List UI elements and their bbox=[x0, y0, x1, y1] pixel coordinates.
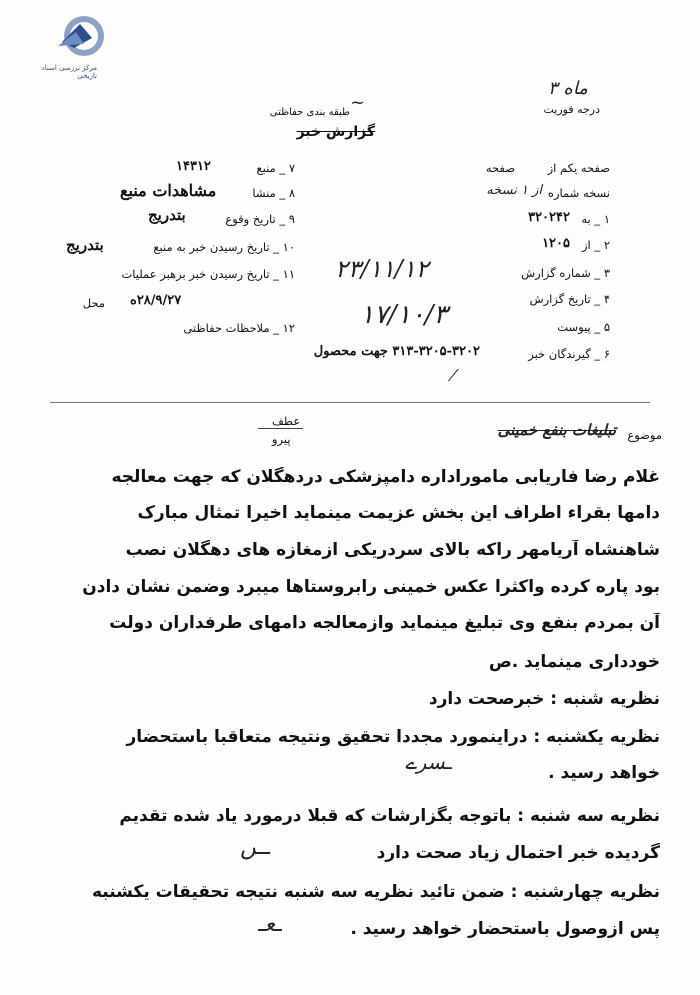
right-field-from-label: ۲ _ از bbox=[582, 238, 610, 252]
left-field-location-label: محل bbox=[82, 296, 105, 310]
right-field-recipients-value: ۳۱۳-۳۲۰۵-۳۲۰۲ جهت محصول bbox=[313, 344, 480, 359]
left-field-security-notes-label: ۱۲ _ ملاحظات حفاظتی bbox=[183, 321, 295, 335]
ref-divider bbox=[258, 428, 303, 429]
signature-wednesday: ـﻌـ bbox=[258, 912, 282, 937]
body-line-1: غلام رضا فاریابی ماموراداره دامپزشکی دردهگلان که جهت معالجه bbox=[111, 467, 660, 487]
archive-logo bbox=[40, 14, 110, 80]
left-field-event-date-value: بتدریج bbox=[148, 206, 186, 224]
left-field-received-source-value: بتدریج bbox=[66, 236, 104, 254]
left-field-location-value: ۲۸/۹/۲۷ه bbox=[130, 293, 182, 308]
right-field-attachment-label: ۵ _ پیوست bbox=[557, 320, 610, 334]
left-field-received-source-label: ۱۰ _ تاریخ رسیدن خبر به منبع bbox=[153, 240, 295, 254]
left-field-source-value: ۱۴۳۱۲ bbox=[176, 159, 211, 174]
priority-label: درجه فوریت bbox=[543, 103, 600, 116]
left-field-event-date-label: ۹ _ تاریخ وقوع bbox=[225, 212, 295, 226]
right-field-report-number-label: ۳ _ شماره گزارش bbox=[521, 266, 610, 280]
opinion-tuesday: نظریه سه شنبه : باتوجه بگزارشات که قبلا درمورد یاد شده تقدیم bbox=[119, 806, 660, 826]
right-field-report-date-label: ۴ _ تاریخ گزارش bbox=[529, 292, 610, 306]
opinion-sunday: نظریه یکشنبه : دراینمورد مجددا تحقیق ونتیجه متعاقبا باستحضار bbox=[126, 727, 660, 747]
right-field-page-label: صفحه یکم از bbox=[547, 161, 610, 175]
opinion-wednesday: نظریه چهارشنبه : ضمن تائید نظریه سه شنبه نتیجه تحقیقات یکشنبه bbox=[91, 882, 660, 902]
body-line-3: شاهنشاه آریامهر راکه بالای سردریکی ازمغازه های دهگلان نصب bbox=[125, 540, 660, 560]
priority-value: ۳ ماه bbox=[548, 78, 588, 99]
opinion-wednesday-cont: پس ازوصول باستحضار خواهد رسید . bbox=[350, 919, 660, 939]
body-line-6: خودداری مینماید .ص bbox=[488, 652, 660, 672]
left-field-received-ops-label: ۱۱ _ تاریخ رسیدن خبر برهبر عملیات bbox=[121, 267, 295, 281]
left-field-source-label: ۷ _ منبع bbox=[256, 161, 295, 175]
right-field-report-number-value: ۲۳/۱۱/۱۲ bbox=[335, 255, 429, 283]
right-field-copy-label: نسخه شماره bbox=[547, 186, 610, 200]
archive-logo-caption: مرکز بررسی اسناد تاریخی bbox=[41, 64, 97, 80]
report-title: گزارش خبر bbox=[296, 124, 375, 140]
body-line-2: دامها بقراء اطراف این بخش عزیمت مینماید اخیرا تمثال مبارک bbox=[137, 503, 660, 523]
signature-sunday: ـﺴﺮے bbox=[405, 750, 452, 774]
right-field-recipients-label: ۶ _ گیرندگان خبر bbox=[528, 347, 610, 361]
body-line-4: بود پاره کرده واکثرا عکس خمینی رابروستاها میبرد وضمن نشان دادن bbox=[82, 577, 660, 597]
right-field-page-value: صفحه bbox=[485, 161, 515, 175]
right-field-to-label: ۱ _ به bbox=[581, 212, 610, 226]
divider-line bbox=[50, 402, 650, 403]
opinion-tuesday-cont: گردیده خبر احتمال زیاد صحت دارد bbox=[376, 843, 660, 863]
classification-label: طبقه بندی حفاظتی bbox=[269, 107, 350, 118]
classification-scribble: ~ bbox=[350, 92, 366, 113]
archive-logo-icon bbox=[40, 14, 110, 60]
left-field-origin-label: ۸ _ منشا bbox=[252, 186, 295, 200]
left-field-origin-value: مشاهدات منبع bbox=[120, 181, 217, 200]
body-line-5: آن بمردم بنفع وی تبلیغ مینماید وازمعالجه دامهای طرفداران دولت bbox=[109, 613, 660, 633]
signature-tuesday: ــﮟ bbox=[240, 835, 270, 860]
right-field-from-value: ۱۲۰۵ bbox=[542, 236, 570, 251]
right-field-copy-value: از ۱ نسخه bbox=[486, 183, 542, 198]
subject-value: تبلیغات بنفع خمینی bbox=[497, 421, 616, 439]
right-field-report-date-value: ۱۷/۱۰/۳ bbox=[360, 300, 448, 330]
right-field-to-value: ۳۲۰۲۴۲ bbox=[528, 210, 570, 225]
ref-label-atf: عطف bbox=[272, 414, 301, 428]
recipients-mark: ⁄ bbox=[452, 366, 455, 385]
opinion-sunday-cont: خواهد رسید . bbox=[548, 763, 660, 783]
opinion-saturday: نظریه شنبه : خبرصحت دارد bbox=[428, 689, 660, 709]
ref-label-peyro: پیرو bbox=[272, 432, 291, 446]
subject-label: موضوع bbox=[627, 428, 662, 442]
